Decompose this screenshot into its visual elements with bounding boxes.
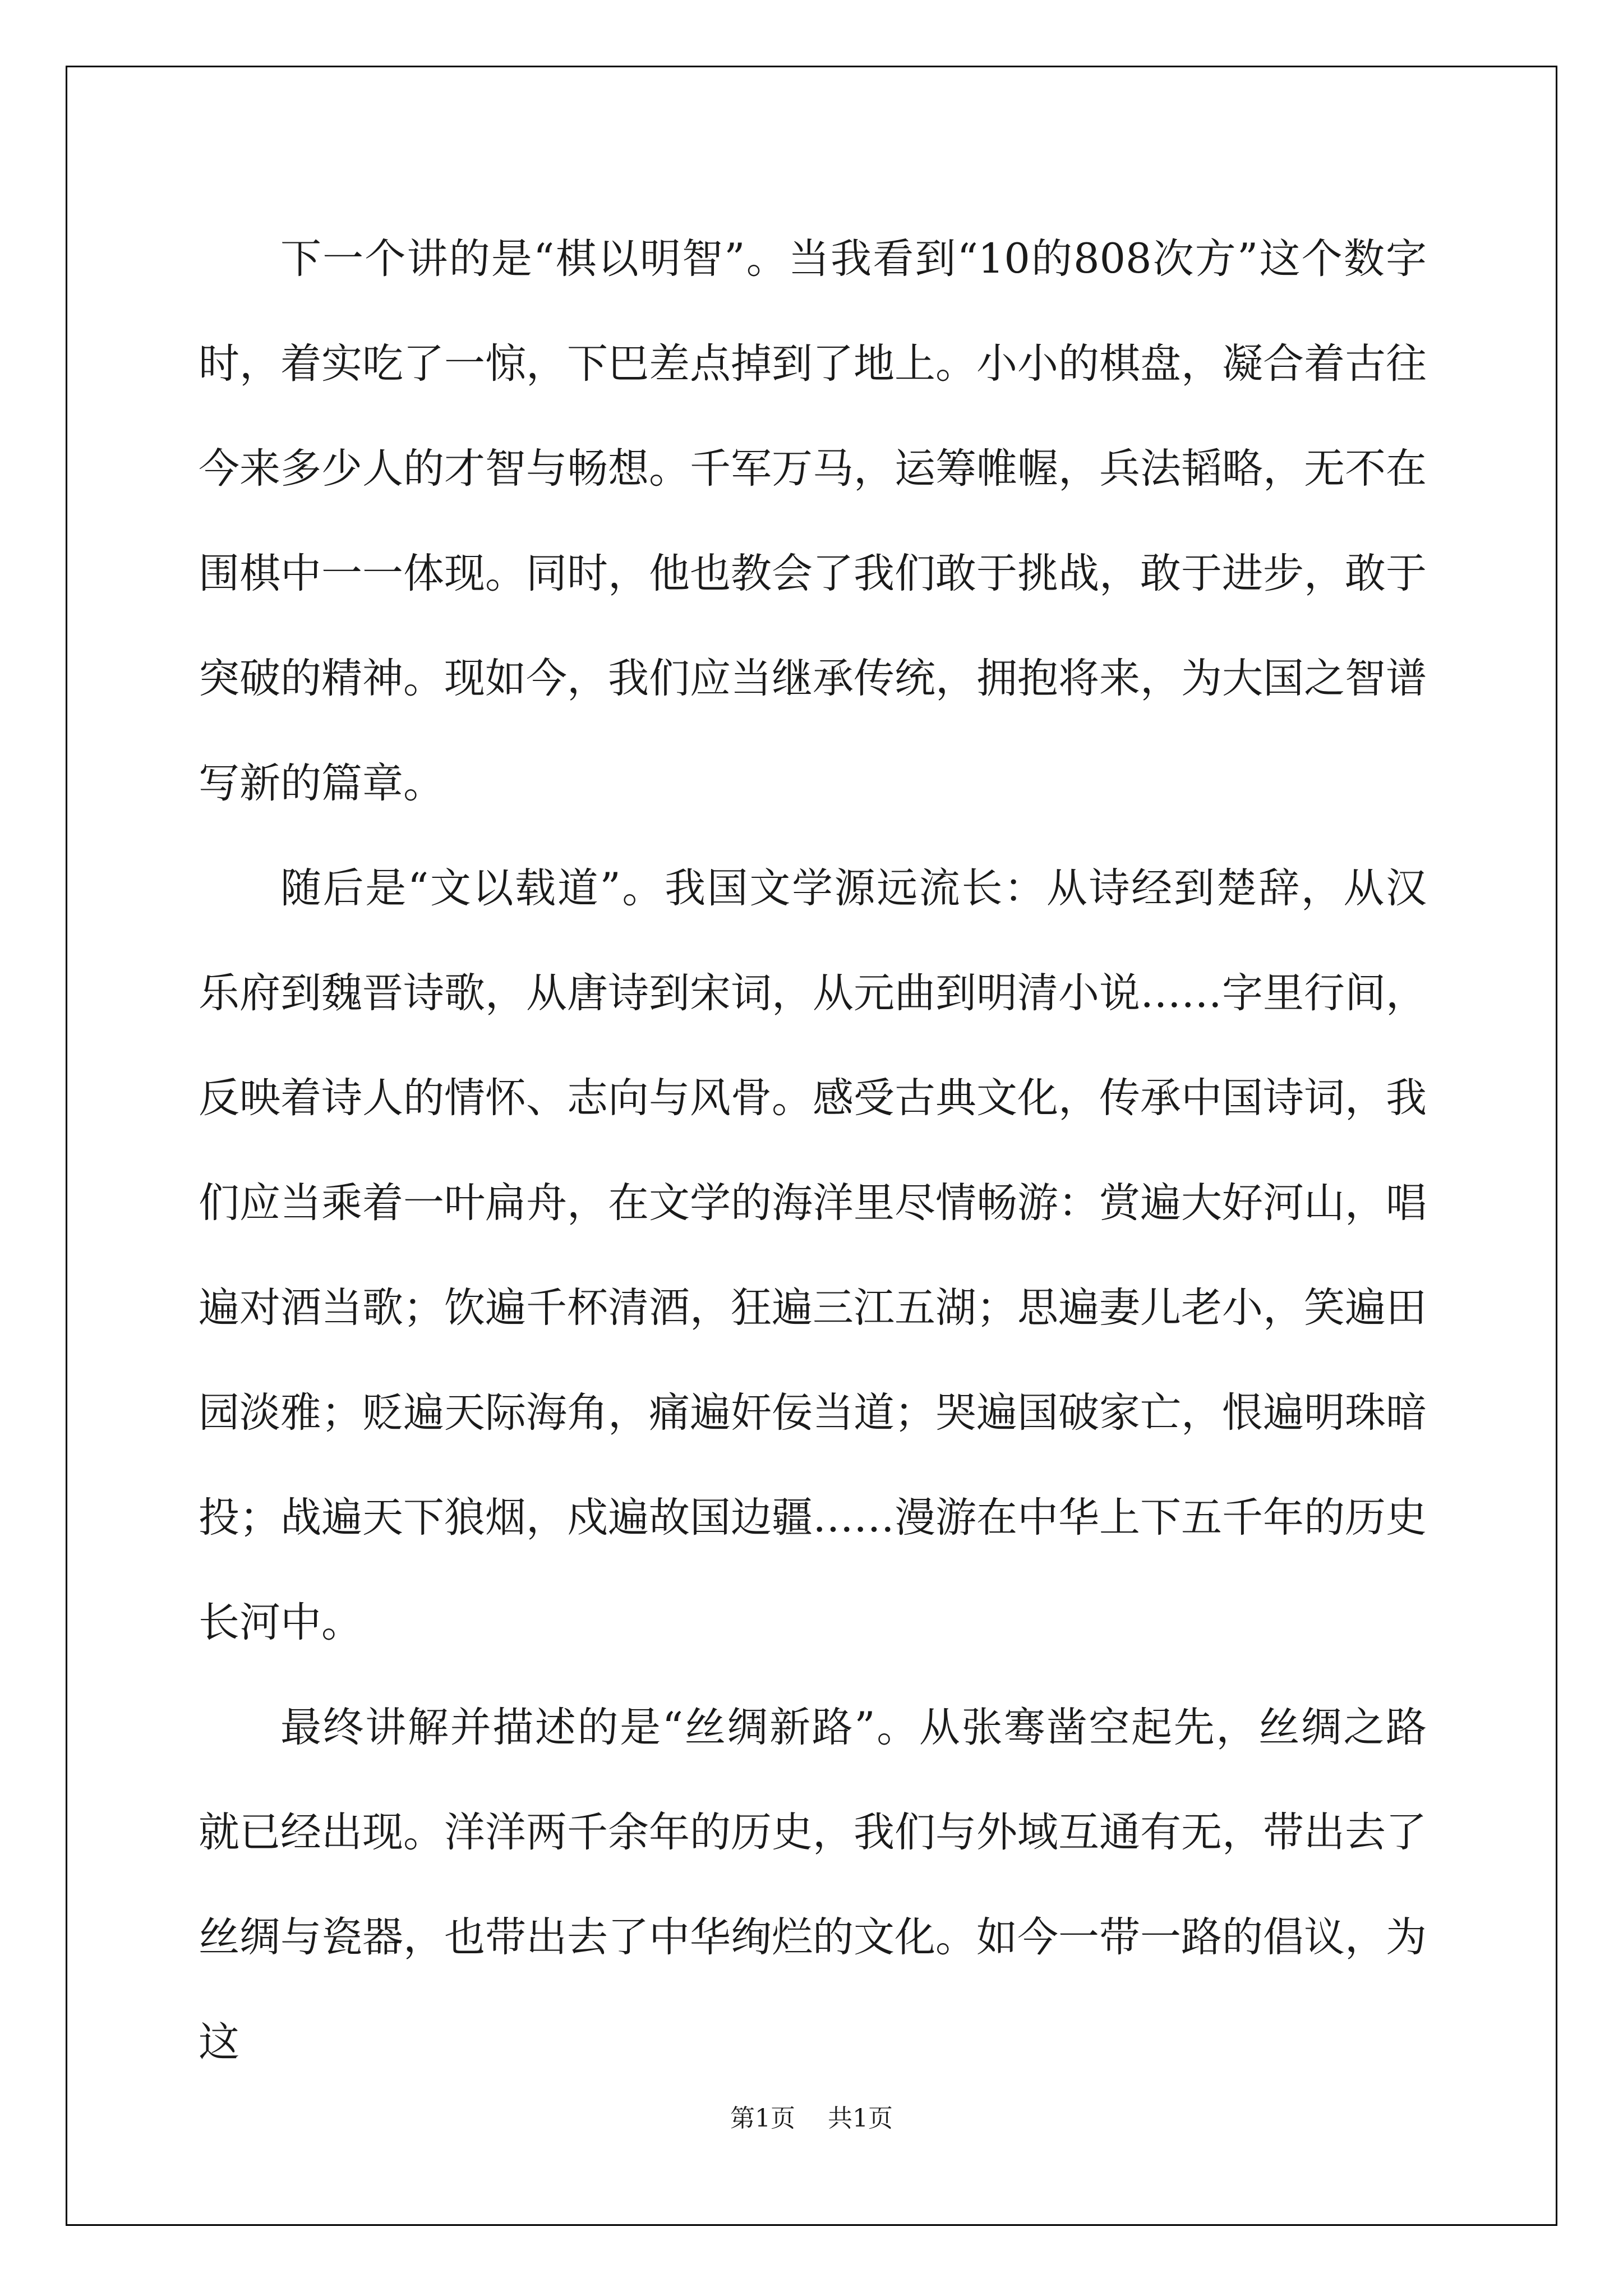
page-footer xyxy=(0,2098,1623,2134)
paragraph-literature: 随后是“文以载道”。我国文学源远流长：从诗经到楚辞，从汉乐府到魏晋诗歌，从唐诗到宋词，从元曲到明清小说……字里行间，反映着诗人的情怀、志向与风骨。感受古典文化，传承中国诗词，我们应当乘着一叶扁舟，在文学的海洋里尽情畅游：赏遍大好河山，唱遍对酒当歌；饮遍千杯清酒，狂遍三江五湖；思遍妻儿老小，笑遍田园淡雅；贬遍天际海角，痛遍奸佞当道；哭遍国破家亡，恨遍明珠暗投；战遍天下狼烟，戍遍故国边疆……漫游在中华上下五千年的历史长河中。 xyxy=(199,864,1427,1646)
page-total: 共1页 xyxy=(828,2104,893,2133)
paragraph-silk-road: 最终讲解并描述的是“丝绸新路”。从张骞凿空起先，丝绸之路就已经出现。洋洋两千余年的历史，我们与外域互通有无，带出去了丝绸与瓷器，也带出去了中华绚烂的文化。如今一带一路的倡议，为这 xyxy=(199,1704,1427,2066)
document-body xyxy=(199,206,1427,2095)
paragraph-chess: 下一个讲的是“棋以明智”。当我看到“10的808次方”这个数字时，着实吃了一惊，下巴差点掉到了地上。小小的棋盘，凝合着古往今来多少人的才智与畅想。千军万马，运筹帷幄，兵法韬略，无不在围棋中一一体现。同时，他也教会了我们敢于挑战，敢于进步，敢于突破的精神。现如今，我们应当继承传统，拥抱将来，为大国之智谱写新的篇章。 xyxy=(199,235,1427,807)
page-number: 第1页 xyxy=(730,2104,795,2133)
